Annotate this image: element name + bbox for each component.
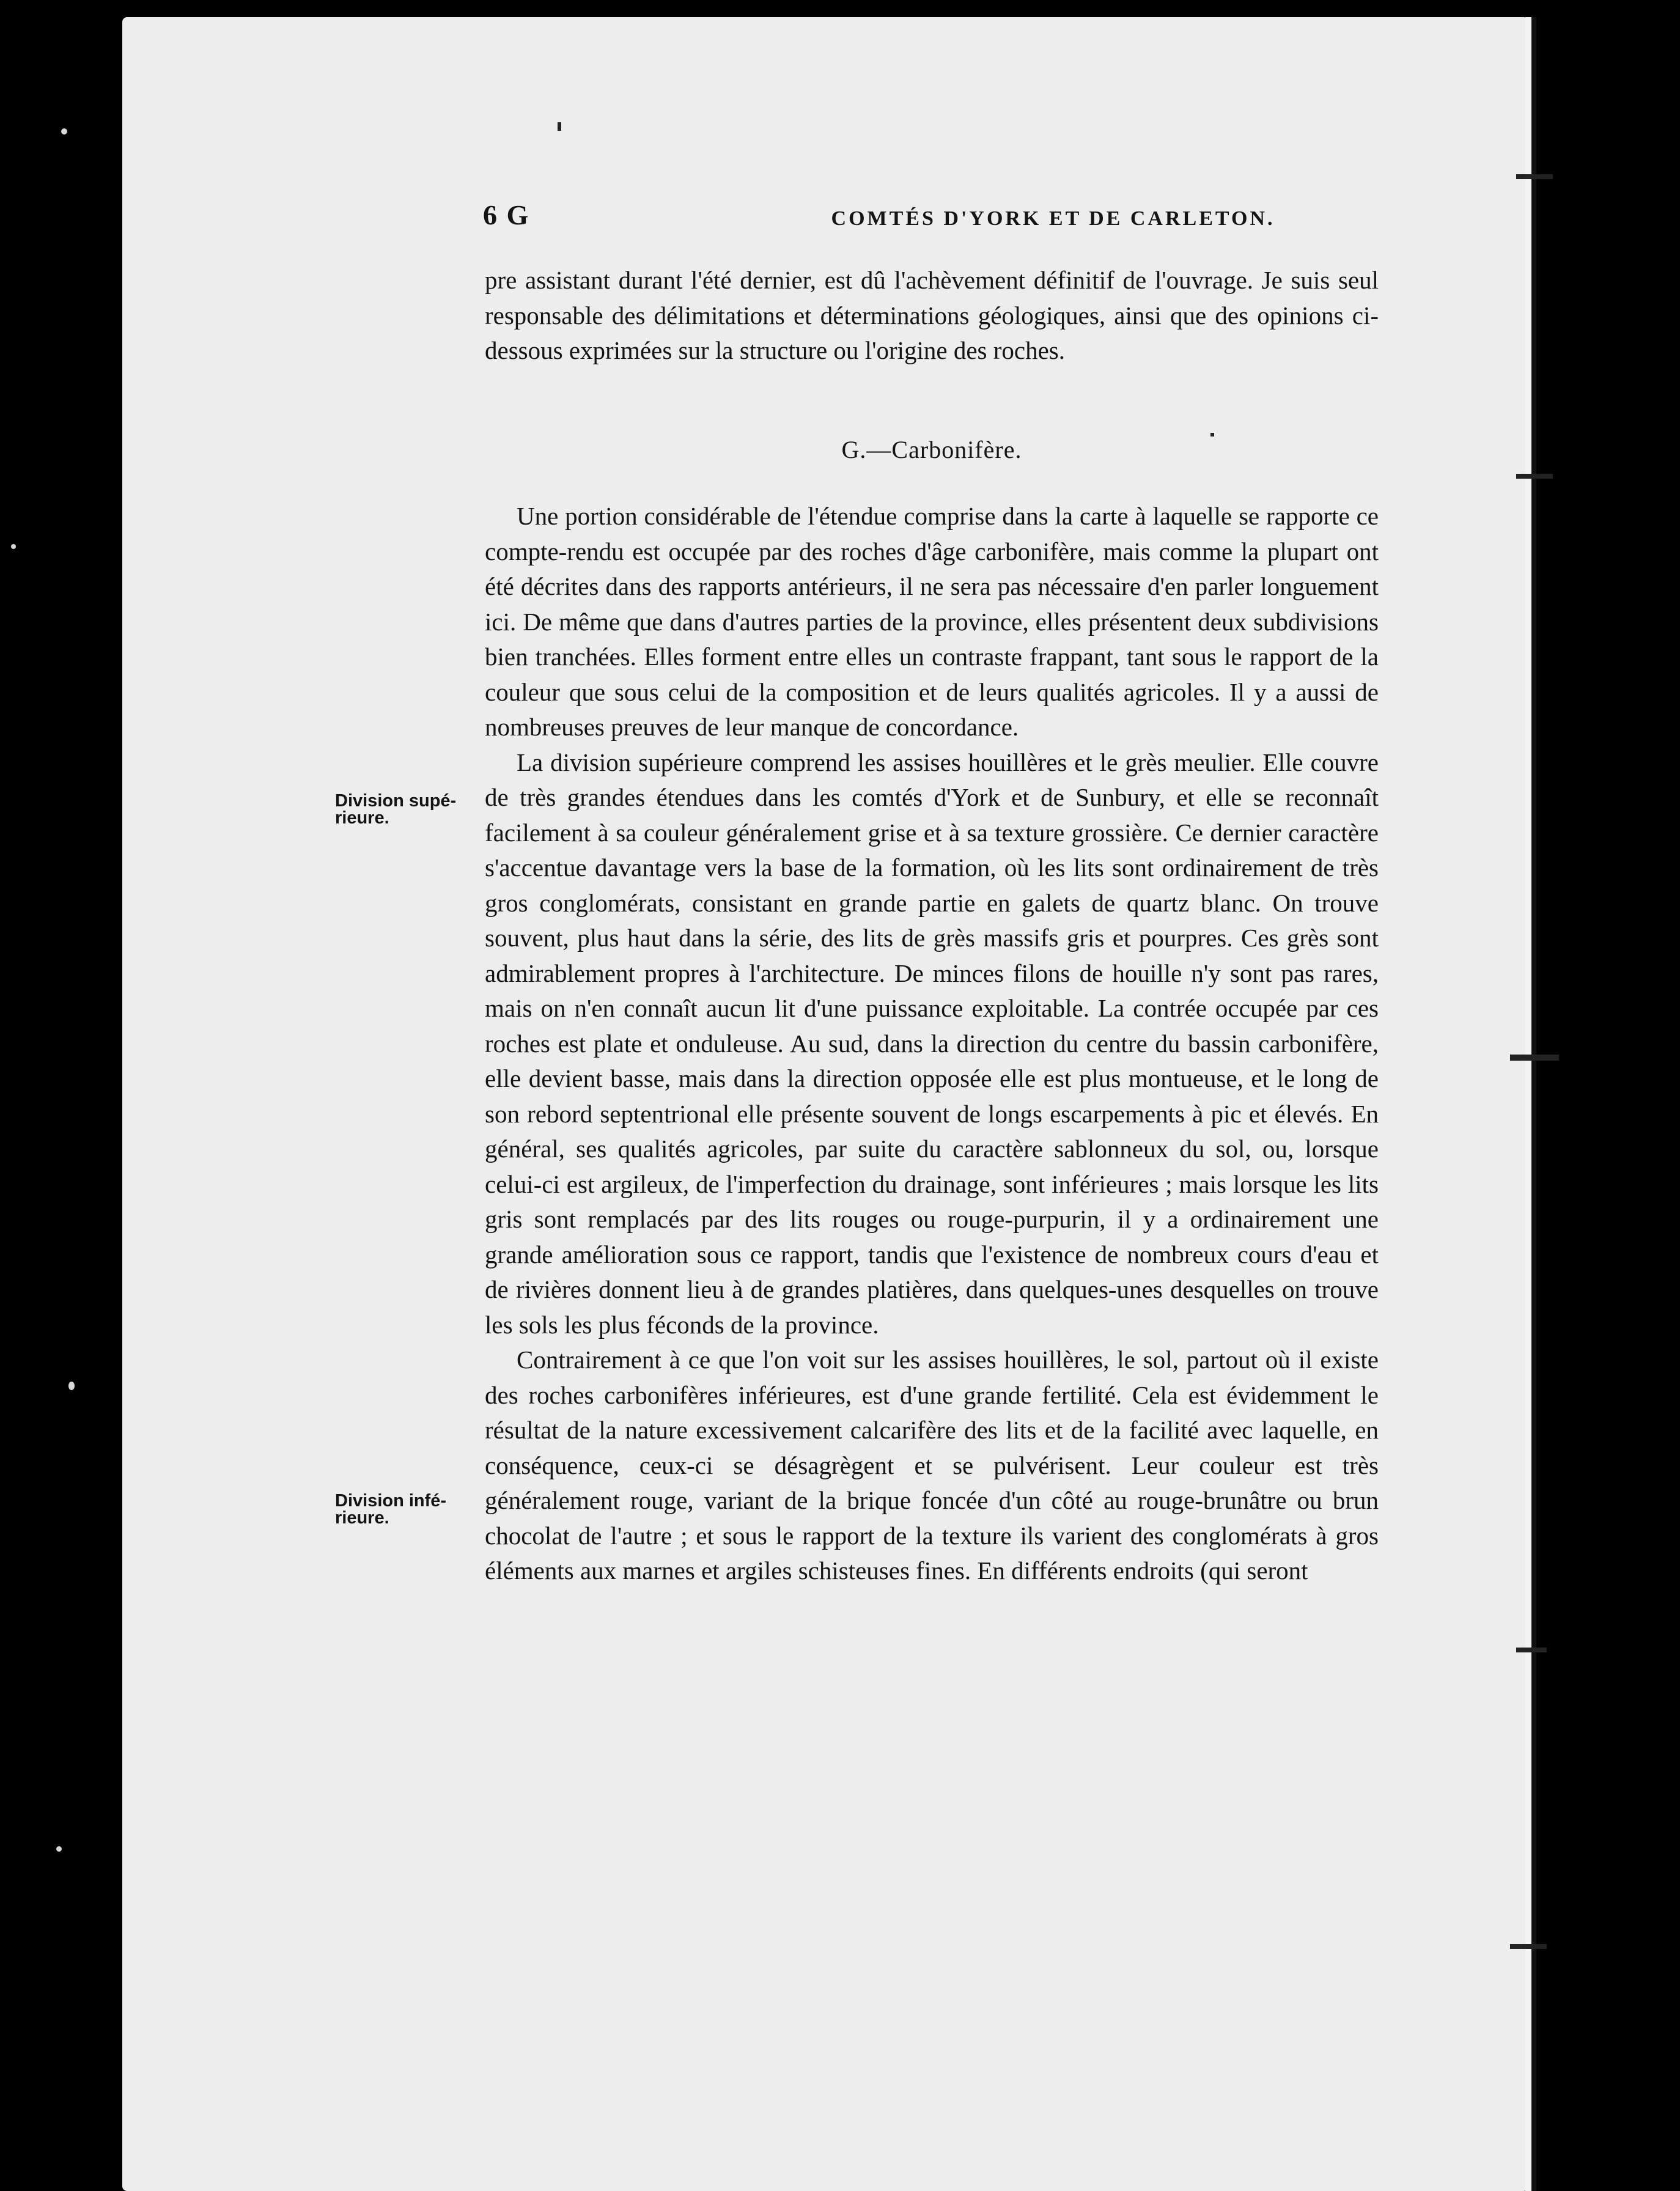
page-edge [1525,17,1531,2191]
paper-speck [68,1382,75,1390]
margin-mark [1510,1944,1547,1949]
margin-mark [1516,174,1553,179]
intro-paragraph: pre assistant durant l'été dernier, est dû l'achèvement définitif de l'ouvrage. Je suis seul responsable des délimitations et déterminations géologiques, ainsi que des opinions ci-dessous exprimées sur la structure ou l'origine des roches. [485,266,1379,364]
running-head: COMTÉS D'YORK ET DE CARLETON. [831,207,1275,230]
paragraph-general: Une portion considérable de l'étendue comprise dans la carte à laquelle se rapporte ce compte-rendu est occupée par des roches d'âge carbonifère, mais comme la plupart ont été décrites dans des rapports antérieurs, il ne sera pas nécessaire d'en parler longuement ici. De même que dans d'autres parties de la province, elles présentent deux subdivisions bien tranchées. Elles forment entre elles un contraste frappant, tant sous le rapport de la couleur que sous celui de la composition et de leurs qualités agricoles. Il y a aussi de nombreuses preuves de leur manque de concordance. [485,502,1379,741]
margin-note-lower-division: Division infé-rieure. [335,1491,447,1528]
page-number: 6 G [483,199,530,230]
body-text-main [485,499,1379,1589]
paragraph-upper-division: La division supérieure comprend les assises houillères et le grès meulier. Elle couvre de très grandes étendues dans les comtés d'York et de Sunbury, et elle se reconnaît facilement à sa couleur généralement grise et à sa texture grossière. Ce dernier caractère s'accentue davantage vers la base de la formation, où les lits sont ordinairement de très gros conglomérats, consistant en grande partie en galets de quartz blanc. On trouve souvent, plus haut dans la série, des lits de grès massifs gris et pourpres. Ces grès sont admirablement propres à l'architecture. De minces filons de houille n'y sont pas rares, mais on n'en connaît aucun lit d'une puissance exploitable. La contrée occupée par ces roches est plate et onduleuse. Au sud, dans la direction du centre du bassin carbonifère, elle devient basse, mais dans la direction opposée elle est plus montueuse, et le long de son rebord septentrional elle présente souvent de longs escarpements à pic et élevés. En général, ses qualités agricoles, par suite du caractère sablonneux du sol, ou, lorsque celui-ci est argileux, de l'imperfection du drainage, sont inférieures ; mais lorsque les lits gris sont remplacés par des lits rouges ou rouge-purpurin, il y a ordinairement une grande amélioration sous ce rapport, tandis que l'existence de nombreux cours d'eau et de rivières donnent lieu à de grandes platières, dans quelques-unes desquelles on trouve les sols les plus féconds de la province. [485,748,1379,1339]
margin-mark [1516,474,1553,479]
paper-speck [61,128,67,134]
margin-note-upper-division: Division supé-rieure. [335,791,457,828]
paragraph-lower-division: Contrairement à ce que l'on voit sur les assises houillères, le sol, partout où il existe des roches carbonifères inférieures, est d'une grande fertilité. Cela est évidemment le résultat de la nature excessivement calcarifère des lits et de la facilité avec laquelle, en conséquence, ceux-ci se désagrègent et se pulvérisent. Leur couleur est très généralement rouge, variant de la brique foncée d'un côté au rouge-brunâtre ou brun chocolat de l'autre ; et sous le rapport de la texture ils varient des conglomérats à gros éléments aux marnes et argiles schisteuses fines. En différents endroits (qui seront [485,1346,1379,1585]
binding-line [1531,17,1536,2191]
body-text-top [485,263,1379,369]
page-header [483,199,1379,235]
section-heading: G.—Carbonifère. [841,436,1022,463]
paper-speck [11,544,16,549]
margin-mark [1516,1648,1547,1652]
ink-dot [558,122,561,131]
paper-speck [56,1846,62,1852]
margin-mark [1510,1055,1559,1061]
